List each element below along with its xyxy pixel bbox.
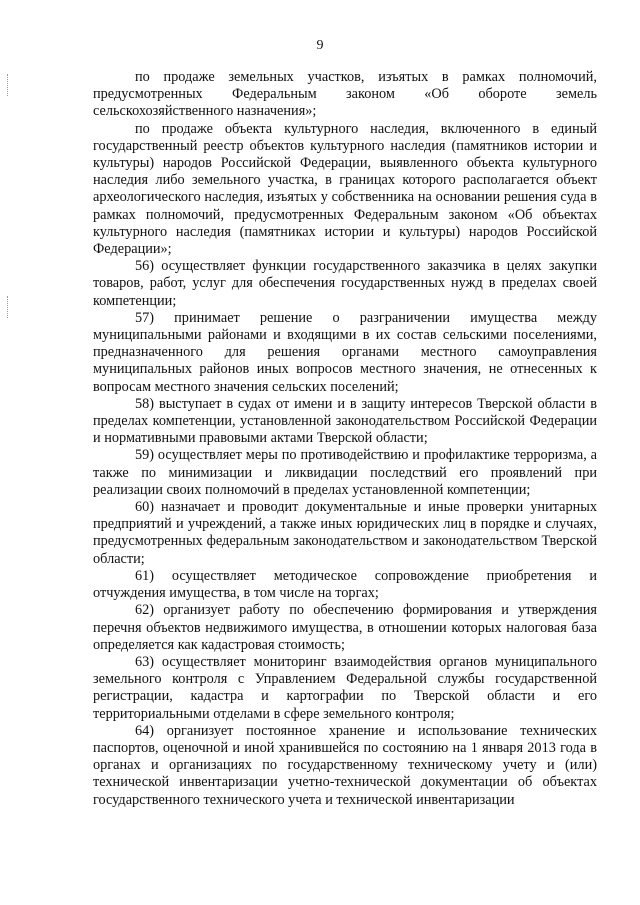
paragraph: 56) осуществляет функции государственного заказчика в целях закупки товаров, работ, услуг для обеспечения государственных нужд в пределах своей компетенции; — [93, 258, 597, 309]
paragraph: по продаже объекта культурного наследия, включенного в единый государственный реестр объектов культурного наследия (памятников истории и культуры) народов Российской Федерации, выявленного объекта культурного наследия либо земельного участка, в границах которого располагается объект археологического наследия, изъятых у собственника на основании решения суда в рамках полномочий, предусмотренных Федеральным законом «Об объектах культурного наследия (памятниках истории и культуры) народов Российской Федерации»; — [93, 120, 597, 258]
paragraph: 57) принимает решение о разграничении имущества между муниципальными районами и входящими в их состав сельскими поселениями, предназначенного для решения органами местного самоуправления муниципальных районов иных вопросов местного значения, не отнесенных к вопросам местного значения сельских поселений; — [93, 309, 597, 395]
paragraph: 62) организует работу по обеспечению формирования и утверждения перечня объектов недвижимого имущества, в отношении которых налоговая база определяется как кадастровая стоимость; — [93, 602, 597, 653]
page-number: 9 — [316, 38, 324, 53]
paragraph: по продаже земельных участков, изъятых в рамках полномочий, предусмотренных Федеральным законом «Об обороте земель сельскохозяйственного назначения»; — [93, 69, 597, 120]
paragraph: 64) организует постоянное хранение и использование технических паспортов, оценочной и иной хранившейся по состоянию на 1 января 2013 года в органах и организациях по государственному техническому учету и (или) технической инвентаризации учетно-технической документации об объектах государственного технического учета и технической инвентаризации — [93, 722, 597, 808]
paragraph: 59) осуществляет меры по противодействию и профилактике терроризма, а также по минимизации и ликвидации последствий его проявлений при реализации своих полномочий в пределах установленной компетенции; — [93, 447, 597, 498]
paragraph: 58) выступает в судах от имени и в защиту интересов Тверской области в пределах компетенции, установленной законодательством Российской Федерации и нормативными правовыми актами Тверской области; — [93, 395, 597, 447]
paragraph: 63) осуществляет мониторинг взаимодействия органов муниципального земельного контроля с Управлением Федеральной службы государственной регистрации, кадастра и картографии по Тверской области и его территориальными отделами в сфере земельного контроля; — [93, 653, 597, 722]
binding-marks — [7, 74, 10, 96]
document-body — [93, 69, 597, 809]
paragraph: 61) осуществляет методическое сопровождение приобретения и отчуждения имущества, в том числе на торгах; — [93, 567, 597, 602]
paragraph: 60) назначает и проводит документальные и иные проверки унитарных предприятий и учреждений, а также иных юридических лиц в порядке и случаях, предусмотренных федеральным законодательством и законодательством Тверской области; — [93, 499, 597, 567]
binding-marks — [7, 296, 10, 318]
